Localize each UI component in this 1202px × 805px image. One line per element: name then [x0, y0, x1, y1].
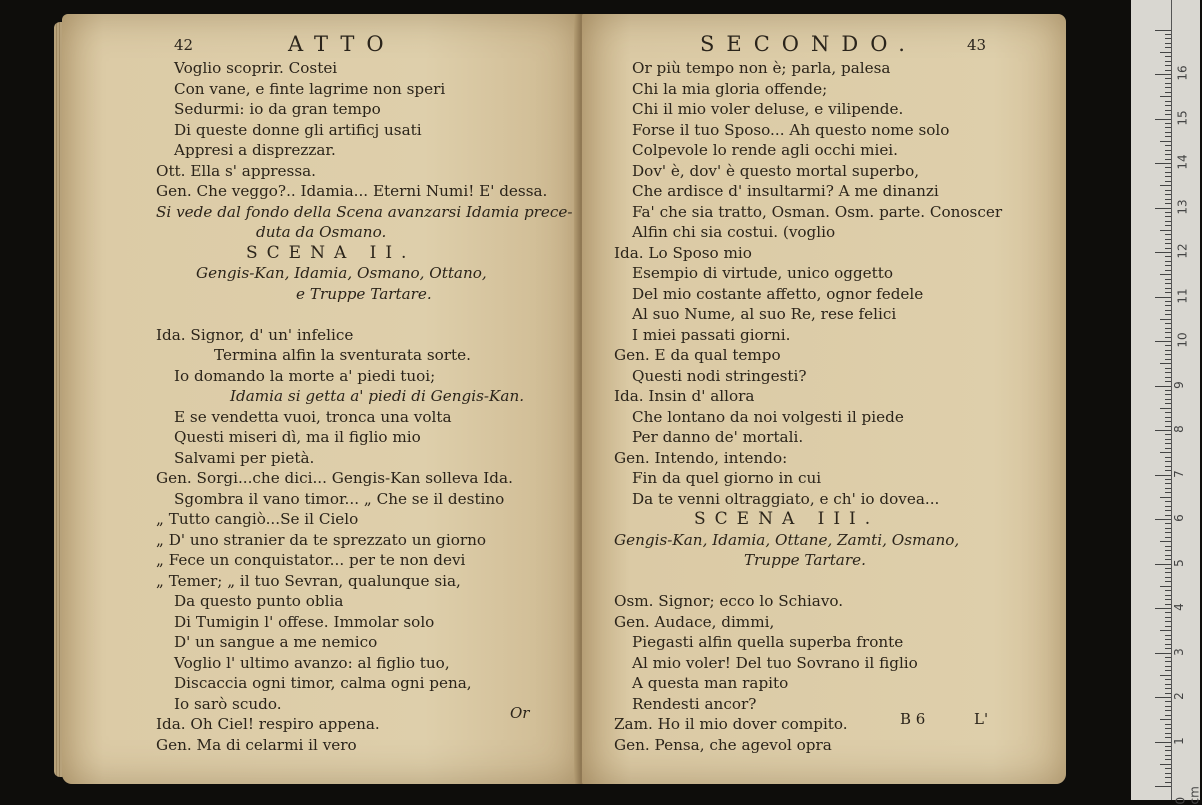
ruler-tick	[1155, 386, 1171, 387]
ruler-tick	[1165, 746, 1171, 747]
ruler-label: 2	[1171, 692, 1186, 700]
right-text-line: Al mio voler! Del tuo Sovrano il figlio	[632, 653, 918, 672]
ruler-tick	[1155, 697, 1171, 698]
ruler-tick	[1165, 359, 1171, 360]
ruler-tick	[1165, 417, 1171, 418]
ruler-tick	[1165, 782, 1171, 783]
ruler-tick	[1165, 292, 1171, 293]
left-text-line: Termina alfin la sventurata sorte.	[214, 346, 471, 364]
right-text-line: Colpevole lo rende agli occhi miei.	[632, 141, 898, 159]
left-text-line: D' un sangue a me nemico	[174, 633, 378, 651]
ruler-tick	[1165, 288, 1171, 289]
right-text-line: Gen. Pensa, che agevol opra	[614, 735, 832, 754]
right-text-line: Gen. Intendo, intendo:	[614, 448, 788, 467]
ruler-scale-line	[1171, 0, 1172, 800]
left-text-line: Da questo punto oblia	[174, 592, 344, 610]
ruler-tick	[1165, 43, 1171, 44]
ruler-tick	[1165, 328, 1171, 329]
ruler-tick	[1160, 719, 1171, 720]
ruler-tick	[1155, 297, 1171, 298]
ruler-label: 8	[1171, 425, 1186, 433]
ruler-tick	[1165, 773, 1171, 774]
ruler-tick	[1160, 452, 1171, 453]
ruler-tick	[1165, 604, 1171, 605]
left-text-line: Voglio scoprir. Costei	[174, 59, 338, 77]
ruler-tick	[1165, 626, 1171, 627]
measurement-ruler	[1131, 0, 1202, 805]
ruler-tick	[1165, 248, 1171, 249]
right-text-line: Chi la mia gloria offende;	[632, 79, 828, 98]
left-text-line: „ Fece un conquistator... per te non devi	[156, 551, 466, 569]
ruler-tick	[1165, 377, 1171, 378]
ruler-tick	[1165, 661, 1171, 662]
ruler-tick	[1165, 777, 1171, 778]
ruler-label: 11	[1175, 287, 1190, 304]
right-text-line: Che lontano da noi volgesti il piede	[632, 407, 904, 426]
ruler-tick	[1160, 96, 1171, 97]
left-text-line: Sedurmi: io da gran tempo	[174, 100, 381, 118]
ruler-tick	[1165, 87, 1171, 88]
right-text-line: Dov' è, dov' è questo mortal superbo,	[632, 161, 920, 180]
ruler-tick	[1165, 693, 1171, 694]
ruler-tick	[1165, 83, 1171, 84]
ruler-tick	[1165, 595, 1171, 596]
ruler-tick	[1165, 492, 1171, 493]
right-text-line: I miei passati giorni.	[632, 325, 791, 344]
ruler-tick	[1165, 679, 1171, 680]
ruler-tick	[1165, 70, 1171, 71]
ruler-tick	[1165, 750, 1171, 751]
ruler-tick	[1165, 337, 1171, 338]
ruler-tick	[1160, 497, 1171, 498]
ruler-tick	[1165, 216, 1171, 217]
ruler-tick	[1165, 345, 1171, 346]
ruler-tick	[1160, 274, 1171, 275]
signature-mark: B 6	[900, 710, 926, 728]
ruler-label: 3	[1171, 647, 1186, 656]
right-text-line: Del mio costante affetto, ognor fedele	[632, 284, 924, 303]
ruler-tick	[1165, 270, 1171, 271]
left-text-line: Di Tumigin l' offese. Immolar solo	[174, 612, 435, 631]
ruler-tick	[1165, 461, 1171, 462]
ruler-tick	[1165, 114, 1171, 115]
ruler-tick	[1165, 225, 1171, 226]
ruler-tick	[1155, 430, 1171, 431]
ruler-tick	[1165, 47, 1171, 48]
right-text-line	[614, 571, 1062, 592]
ruler-tick	[1165, 532, 1171, 533]
ruler-tick	[1165, 323, 1171, 324]
ruler-tick	[1165, 466, 1171, 467]
ruler-tick	[1165, 439, 1171, 440]
ruler-tick	[1165, 737, 1171, 738]
ruler-tick	[1165, 212, 1171, 213]
ruler-tick	[1165, 279, 1171, 280]
right-catchword: L'	[974, 710, 989, 728]
ruler-tick	[1165, 448, 1171, 449]
ruler-tick	[1155, 742, 1171, 743]
right-text-line: A questa man rapito	[632, 674, 789, 692]
ruler-tick	[1165, 523, 1171, 524]
right-text-line: Gen. Audace, dimmi,	[614, 612, 775, 631]
ruler-tick	[1160, 586, 1171, 587]
ruler-tick	[1165, 127, 1171, 128]
right-page-number: 43	[967, 36, 987, 54]
ruler-tick	[1165, 92, 1171, 93]
left-text-line: Io sarò scudo.	[174, 694, 282, 713]
ruler-tick	[1165, 483, 1171, 484]
ruler-tick	[1165, 265, 1171, 266]
ruler-label: 10	[1175, 332, 1190, 348]
right-text-line: Gen. E da qual tempo	[614, 346, 781, 364]
left-page-header: ATTO	[288, 32, 396, 56]
ruler-tick	[1160, 675, 1171, 676]
left-catchword: Or	[510, 704, 530, 722]
ruler-tick	[1160, 363, 1171, 364]
left-text-line: Gen. Ma di celarmi il vero	[156, 735, 357, 754]
ruler-tick	[1165, 426, 1171, 427]
right-text-line: Chi il mio voler deluse, e vilipende.	[632, 100, 904, 118]
ruler-tick	[1165, 390, 1171, 391]
right-text-line: Al suo Nume, al suo Re, rese felici	[632, 305, 897, 323]
ruler-tick	[1155, 519, 1171, 520]
ruler-tick	[1165, 412, 1171, 413]
ruler-tick	[1165, 150, 1171, 151]
ruler-tick	[1165, 644, 1171, 645]
right-text-line: Fa' che sia tratto, Osman. Osm. parte. Conoscer	[632, 202, 1003, 221]
ruler-tick	[1165, 639, 1171, 640]
ruler-tick	[1165, 635, 1171, 636]
ruler-tick	[1165, 101, 1171, 102]
ruler-tick	[1165, 372, 1171, 373]
right-text-line: Fin da quel giorno in cui	[632, 469, 822, 487]
ruler-tick	[1155, 74, 1171, 75]
ruler-label: 9	[1171, 380, 1186, 389]
ruler-tick	[1165, 199, 1171, 200]
right-text-line: Esempio di virtude, unico oggetto	[632, 264, 893, 282]
right-text-line: Da te venni oltraggiato, e ch' io dovea...	[632, 489, 940, 508]
left-text-line: Ida. Oh Ciel! respiro appena.	[156, 715, 380, 733]
ruler-tick	[1165, 283, 1171, 284]
right-text-line: Truppe Tartare.	[744, 551, 866, 569]
ruler-tick	[1165, 470, 1171, 471]
left-text-line: Di queste donne gli artificj usati	[174, 120, 422, 139]
ruler-tick	[1160, 541, 1171, 542]
ruler-tick	[1165, 203, 1171, 204]
ruler-tick	[1155, 30, 1171, 31]
ruler-label: 7	[1171, 469, 1186, 478]
ruler-tick	[1160, 764, 1171, 765]
ruler-tick	[1165, 38, 1171, 39]
ruler-tick	[1155, 653, 1171, 654]
ruler-tick	[1155, 208, 1171, 209]
ruler-tick	[1165, 167, 1171, 168]
ruler-tick	[1165, 555, 1171, 556]
ruler-tick	[1155, 475, 1171, 476]
left-text-line: Discaccia ogni timor, calma ogni pena,	[174, 674, 472, 692]
ruler-tick	[1165, 65, 1171, 66]
ruler-tick	[1165, 701, 1171, 702]
ruler-tick	[1160, 230, 1171, 231]
ruler-label: 13	[1175, 198, 1190, 215]
ruler-tick	[1165, 724, 1171, 725]
ruler-tick	[1165, 572, 1171, 573]
ruler-tick	[1165, 132, 1171, 133]
ruler-tick	[1160, 408, 1171, 409]
ruler-tick	[1165, 684, 1171, 685]
ruler-tick	[1165, 56, 1171, 57]
ruler-label: 1	[1171, 736, 1186, 745]
ruler-tick	[1165, 305, 1171, 306]
left-page-number: 42	[174, 36, 194, 54]
ruler-tick	[1155, 252, 1171, 253]
right-text-line: Ida. Lo Sposo mio	[614, 243, 752, 262]
ruler-tick	[1155, 119, 1171, 120]
ruler-tick	[1160, 630, 1171, 631]
right-text-line: Che ardisce d' insultarmi? A me dinanzi	[632, 182, 939, 200]
right-text-line: Rendesti ancor?	[632, 694, 757, 713]
ruler-tick	[1160, 52, 1171, 53]
ruler-tick	[1165, 648, 1171, 649]
ruler-tick	[1165, 194, 1171, 195]
ruler-tick	[1165, 581, 1171, 582]
left-text-line: Si vede dal fondo della Scena avanzarsi Idamia prece-	[156, 202, 573, 221]
ruler-tick	[1165, 399, 1171, 400]
ruler-tick	[1165, 181, 1171, 182]
ruler-tick	[1165, 159, 1171, 160]
right-text-line: Per danno de' mortali.	[632, 428, 804, 446]
left-text-line: E se vendetta vuoi, tronca una volta	[174, 407, 452, 426]
ruler-tick	[1165, 670, 1171, 671]
ruler-tick	[1165, 688, 1171, 689]
ruler-tick	[1165, 301, 1171, 302]
left-text-line: SCENA II.	[246, 242, 416, 263]
right-text-line: Zam. Ho il mio dover compito.	[614, 715, 848, 733]
left-text-line: Con vane, e finte lagrime non speri	[174, 79, 446, 98]
right-text-line: SCENA III.	[694, 509, 880, 529]
ruler-tick	[1165, 755, 1171, 756]
ruler-tick	[1165, 706, 1171, 707]
right-text-line: Or più tempo non è; parla, palesa	[632, 59, 891, 77]
right-text-line: Gengis-Kan, Idamia, Ottane, Zamti, Osmano,	[614, 530, 960, 549]
ruler-tick	[1165, 176, 1171, 177]
ruler-tick	[1165, 172, 1171, 173]
right-text-line: Alfin chi sia costui. (voglio	[632, 223, 836, 241]
ruler-tick	[1155, 341, 1171, 342]
ruler-tick	[1165, 537, 1171, 538]
ruler-tick	[1165, 550, 1171, 551]
left-text-line: Io domando la morte a' piedi tuoi;	[174, 366, 436, 385]
ruler-tick	[1165, 590, 1171, 591]
ruler-label: 4	[1171, 603, 1186, 611]
ruler-tick	[1165, 577, 1171, 578]
ruler-tick	[1165, 239, 1171, 240]
ruler-tick	[1165, 617, 1171, 618]
ruler-tick	[1165, 768, 1171, 769]
left-text-line: Gen. Sorgi...che dici... Gengis-Kan solleva Ida.	[156, 469, 513, 487]
left-text-line: Ida. Signor, d' un' infelice	[156, 325, 354, 344]
ruler-tick	[1165, 506, 1171, 507]
left-text-line: Gen. Che veggo?.. Idamia... Eterni Numi! E' dessa.	[156, 182, 548, 200]
left-text-line	[156, 304, 576, 325]
ruler-tick	[1155, 608, 1171, 609]
left-text-line: Voglio l' ultimo avanzo: al figlio tuo,	[174, 653, 450, 672]
ruler-tick	[1165, 515, 1171, 516]
ruler-tick	[1165, 434, 1171, 435]
ruler-label: 14	[1175, 154, 1190, 170]
left-text-line: Gengis-Kan, Idamia, Osmano, Ottano,	[196, 264, 487, 282]
ruler-tick	[1165, 350, 1171, 351]
ruler-tick	[1165, 354, 1171, 355]
ruler-tick	[1165, 243, 1171, 244]
ruler-tick	[1165, 759, 1171, 760]
ruler-tick	[1165, 314, 1171, 315]
ruler-tick	[1165, 666, 1171, 667]
ruler-tick	[1165, 733, 1171, 734]
ruler-tick	[1165, 78, 1171, 79]
left-text-line: „ Temer; „ il tuo Sevran, qualunque sia,	[156, 571, 461, 590]
left-text-line: Sgombra il vano timor... „ Che se il destino	[174, 489, 505, 508]
ruler-tick	[1165, 488, 1171, 489]
left-text-line: „ D' uno stranier da te sprezzato un giorno	[156, 530, 487, 549]
ruler-tick	[1165, 546, 1171, 547]
ruler-tick	[1165, 256, 1171, 257]
right-page-header: SECONDO.	[700, 32, 917, 56]
left-text-line: Questi miseri dì, ma il figlio mio	[174, 428, 421, 446]
ruler-tick	[1165, 528, 1171, 529]
ruler-tick	[1165, 190, 1171, 191]
right-page-text	[614, 58, 1062, 755]
ruler-tick	[1160, 185, 1171, 186]
ruler-tick	[1165, 394, 1171, 395]
right-text-line: Piegasti alfin quella superba fronte	[632, 633, 904, 651]
left-text-line: duta da Osmano.	[256, 223, 387, 241]
ruler-tick	[1165, 61, 1171, 62]
ruler-tick	[1165, 110, 1171, 111]
ruler-tick	[1165, 421, 1171, 422]
left-text-line: Idamia si getta a' piedi di Gengis-Kan.	[230, 387, 525, 405]
ruler-tick	[1165, 599, 1171, 600]
ruler-tick	[1165, 221, 1171, 222]
ruler-tick	[1155, 564, 1171, 565]
right-text-line: Ida. Insin d' allora	[614, 387, 755, 405]
ruler-tick	[1165, 710, 1171, 711]
ruler-tick	[1165, 154, 1171, 155]
right-text-line: Forse il tuo Sposo... Ah questo nome solo	[632, 120, 950, 139]
ruler-tick	[1165, 657, 1171, 658]
right-text-line: Questi nodi stringesti?	[632, 366, 807, 385]
open-book	[62, 14, 1066, 784]
left-text-line: Salvami per pietà.	[174, 448, 315, 467]
ruler-tick	[1165, 621, 1171, 622]
ruler-tick	[1165, 136, 1171, 137]
left-text-line: Appresi a disprezzar.	[174, 141, 336, 159]
ruler-label: 5	[1171, 558, 1186, 567]
ruler-tick	[1165, 368, 1171, 369]
ruler-tick	[1165, 443, 1171, 444]
ruler-tick	[1165, 728, 1171, 729]
ruler-tick	[1165, 261, 1171, 262]
ruler-tick	[1165, 559, 1171, 560]
left-text-line: „ Tutto cangiò...Se il Cielo	[156, 510, 359, 528]
ruler-tick	[1165, 34, 1171, 35]
ruler-label: 0 cm	[1173, 786, 1202, 805]
ruler-tick	[1160, 141, 1171, 142]
left-page	[62, 14, 580, 784]
ruler-tick	[1165, 612, 1171, 613]
ruler-tick	[1155, 163, 1171, 164]
right-text-line: Osm. Signor; ecco lo Schiavo.	[614, 592, 844, 610]
ruler-tick	[1165, 510, 1171, 511]
left-text-line: Ott. Ella s' appressa.	[156, 161, 317, 180]
ruler-label: 6	[1171, 514, 1186, 522]
ruler-label: 12	[1175, 243, 1190, 259]
left-page-text	[156, 58, 576, 755]
ruler-label: 15	[1175, 109, 1190, 126]
ruler-tick	[1165, 105, 1171, 106]
left-text-line: e Truppe Tartare.	[296, 284, 432, 303]
ruler-tick	[1165, 715, 1171, 716]
ruler-tick	[1155, 786, 1171, 787]
ruler-tick	[1165, 501, 1171, 502]
ruler-tick	[1165, 479, 1171, 480]
ruler-tick	[1165, 332, 1171, 333]
ruler-tick	[1160, 319, 1171, 320]
ruler-tick	[1165, 234, 1171, 235]
ruler-tick	[1165, 123, 1171, 124]
ruler-tick	[1165, 568, 1171, 569]
ruler-label: 16	[1175, 65, 1190, 81]
ruler-tick	[1165, 381, 1171, 382]
ruler-tick	[1165, 457, 1171, 458]
ruler-tick	[1165, 403, 1171, 404]
ruler-tick	[1165, 145, 1171, 146]
ruler-tick	[1165, 310, 1171, 311]
right-page	[582, 14, 1066, 784]
